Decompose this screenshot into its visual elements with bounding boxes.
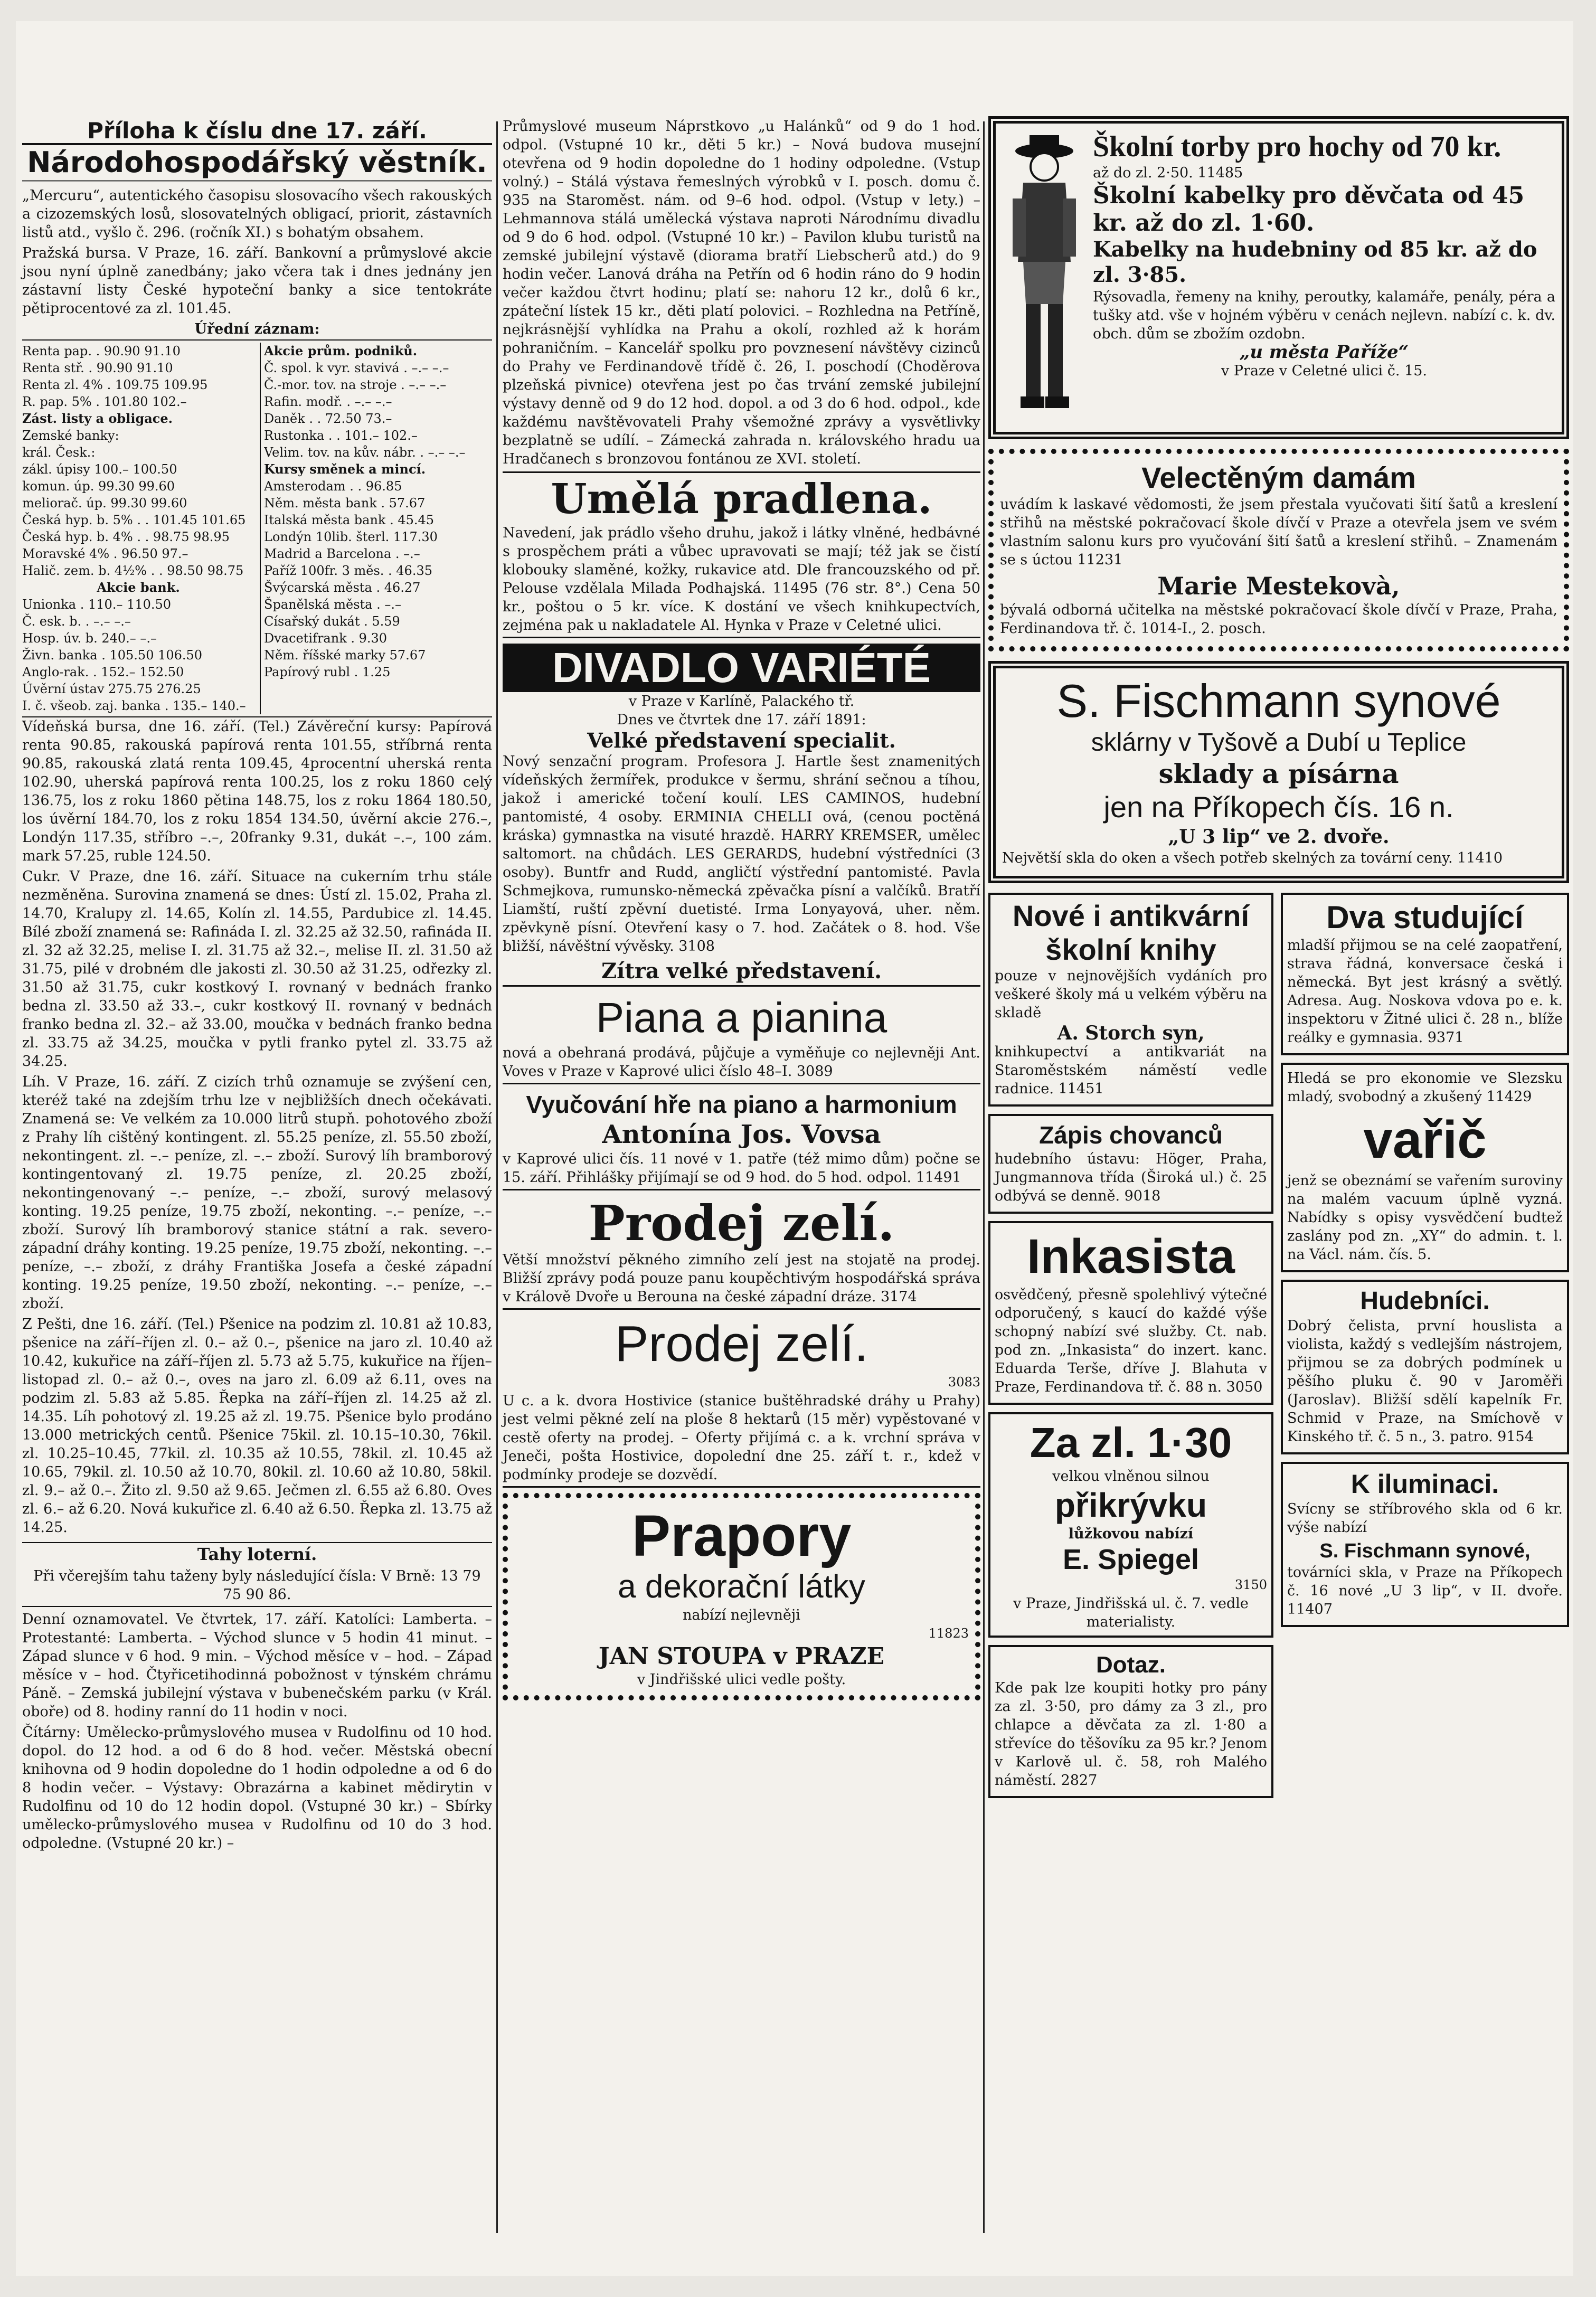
rate-row: Daněk . . 72.50 73.– xyxy=(264,411,392,426)
ad-blanket-title: Za zl. 1·30 xyxy=(1030,1419,1232,1466)
article-prague-bourse: Pražská bursa. V Praze, 16. září. Bankovní a průmyslové akcie jsou nyní úplně zanedbány; jako včera tak i dnes jednány jen zástavní listy České hypoteční banky a sice tentokráte pětiprocentové za zl. 101.45. xyxy=(22,245,492,317)
ad-dressmaking-title: Velectěným damám xyxy=(1141,461,1416,494)
ads-grid-left xyxy=(988,893,1273,1806)
ad-glassworks-title: S. Fischmann synové xyxy=(1056,675,1501,727)
lottery-title: Tahy loterní. xyxy=(22,1542,492,1564)
ad-glassworks-sub: sklárny v Tyšově a Dubí u Teplice xyxy=(1091,729,1467,757)
ad-laundry-title: Umělá pradlena. xyxy=(551,475,932,523)
ad-piano-lessons xyxy=(503,1090,980,1190)
ad-illumination-name: S. Fischmann synové, xyxy=(1319,1540,1531,1562)
ad-variete-sub: Velké představení specialit. xyxy=(587,729,896,752)
rate-row: Česká hyp. b. 5% . . 101.45 101.65 xyxy=(22,513,246,527)
rate-row: Č. esk. b. . –.– –.– xyxy=(22,614,131,629)
ad-cabbage-1-text: Větší množství pěkného zimního zelí jest na stojatě na prodej. Bližší zprávy podá pouze panu koupěchtivým hospodářská správa v Králově Dvoře u Berouna na české západní dráze. 3174 xyxy=(503,1252,980,1305)
ad-school-books-title: Nové i antikvární školní knihy xyxy=(1012,899,1250,966)
ad-blanket xyxy=(988,1412,1273,1638)
rate-row: Dvacetifrank . 9.30 xyxy=(264,631,388,646)
ad-illumination-text: Svícny se stříbrového skla od 6 kr. výše nabízí xyxy=(1287,1501,1563,1536)
ad-school-books-text: pouze v nejnovějších vydáních pro veškeré školy má u velkém výběru na skladě xyxy=(995,968,1267,1021)
ad-illumination-foot: továrníci skla, v Praze na Příkopech č. 16 nové „U 3 lip“, v II. dvoře. 11407 xyxy=(1287,1564,1563,1618)
ad-dressmaking-name: Marie Mestekovà, xyxy=(1157,572,1400,600)
rate-row: Italská města bank . 45.45 xyxy=(264,513,435,527)
ad-school-bags xyxy=(988,116,1569,439)
section-title: Národohospodářský věstník. xyxy=(22,145,492,182)
article-daily-notes: Denní oznamovatel. Ve čtvrtek, 17. září. Katolíci: Lamberta. – Protestanté: Lamberta. – Východ slunce v 5 hodin 41 minut. – Západ slunce v 6 hod. 9 min. – Východ měsíce v – hod. – Západ měsíce v – hod. Čtyřicetihodinná pobožnost v týnském chrámu Páně. – Zemská jubilejní výstava v bubenečském parku (v Král. oboře) od 8. hodiny ranní do 11 hodin v noci. xyxy=(22,1606,492,1721)
ad-pupils-enrollment-text: hudebního ústavu: Höger, Praha, Jungmannova třída (Široká ul.) č. 25 odbývá se denně. 9018 xyxy=(995,1151,1267,1204)
ad-school-bags-line: Kabelky na hudebniny od 85 kr. až do zl. 3·85. xyxy=(1093,237,1537,287)
ad-cabbage-2-num: 3083 xyxy=(948,1375,980,1389)
ad-glassworks xyxy=(988,661,1569,883)
ad-dressmaking-foot: bývalá odborná učitelka na městské pokračovací škole dívčí v Praze, Praha, Ferdinandova tř. č. 1014-I., 2. posch. xyxy=(1000,602,1557,637)
ad-two-students xyxy=(1281,893,1569,1055)
rate-row: Č.-mor. tov. na stroje . –.– –.– xyxy=(264,377,447,392)
ad-blanket-sub2: lůžkovou nabízí xyxy=(1068,1526,1194,1542)
article-mercur: „Mercuru“, autentického časopisu slosovacího všech rakouských a cizozemských losů, slosovatelných obligací, priorit, zástavních listů atd., vyšlo č. 296. (ročník XI.) s bohatým obsahem. xyxy=(22,187,492,241)
rates-table xyxy=(22,339,492,717)
rate-row: Velim. tov. na kův. nábr. . –.– –.– xyxy=(264,445,466,460)
ad-variete-text: Nový senzační program. Profesora J. Hartle šest znamenitých vídeňských žermířek, produkce v šermu, shrání sečnou a tíhou, jakož i americké točení koulí. LES CAMINOS, hudební pantomisté, 4 osoby. ERMINIA CHELLI ová, (cenou poctěná kráska) gymnastka na visuté hrazdě. HARRY KREMSER, umělec saltomort. na chůdách. LES GERARDS, hudební výstředníci (3 osoby). Buntfr and Rudd, angličtí výstřední pantomisté. Pavla Schmejkova, rumunsko-německá zpěvačka písní a valčíků. Bratří Liamští, ruští zpěvní duetisté. Irma Lonyayová, uher. něm. zpěvkyně písní. Otevření kasy o 7. hod. Začátek o 8. hod. Vše bližší, návěštní vývěsky. 3108 xyxy=(503,753,980,954)
rate-row: Živn. banka . 105.50 106.50 xyxy=(22,648,203,663)
ad-glassworks-text: Největší skla do oken a všech potřeb skelných za tovární ceny. 11410 xyxy=(1002,850,1503,866)
ad-pianos-title: Piana a pianina xyxy=(596,994,887,1041)
rate-row: Zemské banky: xyxy=(22,428,119,443)
ad-pupils-enrollment-title: Zápis chovanců xyxy=(1039,1121,1223,1149)
rate-row: Renta stř. . 90.90 91.10 xyxy=(22,361,173,375)
rate-row: Česká hyp. b. 4% . . 98.75 98.95 xyxy=(22,530,230,544)
ad-cabbage-1 xyxy=(503,1196,980,1310)
column-rule xyxy=(496,121,498,2233)
newspaper-page xyxy=(16,21,1573,2276)
ad-cabbage-1-title: Prodej zelí. xyxy=(588,1195,895,1252)
ad-variete-tomorrow: Zítra velké představení. xyxy=(601,959,882,984)
ad-school-bags-line: v Praze v Celetné ulici č. 15. xyxy=(1221,363,1427,379)
ad-dressmaking-text: uvádím k laskavé vědomosti, že jsem přestala vyučovati šití šatů a kreslení střihů na městské pokračovací škole dívčí v Praze a otevřela jsem ve svém vlastním salonu kurs pro vyučování šití šatů a kreslení střihů. – Znamenám se s úctou 11231 xyxy=(1000,496,1557,568)
ad-glassworks-sub2: sklady a písárna xyxy=(1158,758,1399,789)
rate-row: Unionka . 110.– 110.50 xyxy=(22,597,172,612)
ad-glassworks-sub4: „U 3 lip“ ve 2. dvoře. xyxy=(1168,826,1390,848)
ad-blanket-text: velkou vlněnou silnou xyxy=(1052,1468,1210,1485)
rate-row: meliorač. úp. 99.30 99.60 xyxy=(22,496,187,511)
ad-school-bags-line: až do zl. 2·50. 11485 xyxy=(1093,165,1243,181)
ad-musicians-title: Hudebníci. xyxy=(1360,1287,1490,1315)
rate-row: Hosp. úv. b. 240.– –.– xyxy=(22,631,157,646)
ad-school-books-foot: knihkupectví a antikvariát na Staroměstském náměstí vedle radnice. 11451 xyxy=(995,1044,1267,1097)
article-vienna-bourse: Vídeňská bursa, dne 16. září. (Tel.) Závěreční kursy: Papírová renta 90.85, rakouská papírová renta 101.55, stříbrná renta 90.85, rakouská zlatá renta 109.45, 4procentní uherská renta 102.90, uherská papírová renta 100.25, los z roku 1860 celý 136.75, los z roku 1860 pětina 148.75, los z roku 1864 180.50, los úvěrní 184.70, los z roku 1854 134.50, úvěrní akcie 276.–, Londýn 117.35, stříbro –.–, 20franky 9.31, dukát –.–, 100 zám. mark 57.25, ruble 124.50. xyxy=(22,719,492,864)
ad-variete-title: DIVADLO VARIÉTÉ xyxy=(503,644,980,692)
rate-row: komun. úp. 99.30 99.60 xyxy=(22,479,175,494)
ad-cashier-title: Inkasista xyxy=(1027,1230,1235,1283)
ad-variete-place: v Praze v Karlíně, Palackého tř. xyxy=(628,693,855,710)
article-spirits: Líh. V Praze, 16. září. Z cizích trhů oznamuje se zvýšení cen, kteréž také na zdejším trhu lze v nejbližších dnech očekávati. Znamená se: Ve velkém za 10.000 litrů stupň. pohotového zboží z Prahy líh cištěný kontingent. zl. 55.25 peníze, zl. 55.50 zboží, nekontingent. zl. –.– peníze, zl. –.– zboží. Surový líh bramborový kontingentovaný zl. 19.75 peníze, zl. 20.25 zboží, nekontingenovaný –.– peníze, –.– zboží, surový melasový konting. 19.25 peníze, 19.75 zboží, nekonting. –.– peníze, –.– zboží. Surový líh bramborový stanice státní a rak. severo-západní dráhy konting. 19.25 peníze, 19.75 zboží, nekonting. –.– peníze, –.– zboží, z dráhy Františka Josefa a české západní konting. 19.25 peníze, 19.50 zboží, nekonting. –.– peníze, –.– zboží. xyxy=(22,1074,492,1312)
ad-cook-title: vařič xyxy=(1363,1110,1487,1169)
ad-inquiry-title: Dotaz. xyxy=(1096,1652,1166,1678)
ad-pianos-text: nová a obehraná prodává, půjčuje a vyměňuje co nejlevněji Ant. Voves v Praze v Kaprové ulici číslo 48–I. 3089 xyxy=(503,1045,980,1080)
ad-school-bags-line: Školní torby pro hochy od 70 kr. xyxy=(1093,130,1501,163)
rate-row: Zást. listy a obligace. xyxy=(22,411,173,426)
ad-cook-text: Hledá se pro ekonomie ve Slezsku mladý, svobodný a zkušený 11429 xyxy=(1287,1070,1563,1105)
ad-variete xyxy=(503,644,980,987)
supplement-heading: Příloha k číslu dne 17. září. xyxy=(22,121,492,145)
ad-pupils-enrollment xyxy=(988,1114,1273,1214)
ad-dressmaking xyxy=(988,449,1569,651)
rate-row: Něm. města bank . 57.67 xyxy=(264,496,426,511)
rate-row: zákl. úpisy 100.– 100.50 xyxy=(22,462,177,477)
ad-variete-date: Dnes ve čtvrtek dne 17. září 1891: xyxy=(617,712,866,728)
rate-row: Rustonka . . 101.– 102.– xyxy=(264,428,418,443)
column-economic-news xyxy=(22,118,492,1855)
ad-glassworks-sub3: jen na Příkopech čís. 16 n. xyxy=(1103,790,1454,824)
rate-row: Španělská města . –.– xyxy=(264,597,401,612)
rates-title: Úřední záznam: xyxy=(194,321,320,337)
column-ads-middle xyxy=(503,117,980,1710)
ad-cabbage-2-title: Prodej zelí. xyxy=(615,1316,868,1372)
article-reading-rooms: Čítárny: Umělecko-průmyslového musea v Rudolfinu od 10 hod. dopol. do 12 hod. a od 6 do 8 hod. večer. Městská obecní knihovna od 9 hodin dopoledne do 1 hodin odpoledne a od 6 do 8 hodin večer. – Výstavy: Obrazárna a kabinet mědirytin v Rudolfinu od 10 do 12 hodin dopol. (Vstupné 30 kr.) – Sbírky umělecko-průmyslového musea v Rudolfinu od 10 do 3 hod. odpoledne. (Vstupné 20 kr.) – xyxy=(22,1724,492,1851)
ad-school-bags-line: Školní kabelky pro děvčata od 45 kr. až do zl. 1·60. xyxy=(1093,182,1525,237)
ad-school-bags-line: Rýsovadla, řemeny na knihy, peroutky, kalamáře, penály, péra a tušky atd. vše v hojném výběru v cenách nejlevn. nabízí c. k. dv. obch. dům se zbožím ozdobn. xyxy=(1093,289,1555,342)
ad-flags-offer: nabízí nejlevněji xyxy=(683,1607,800,1623)
ad-cabbage-2-text: U c. a k. dvora Hostivice (stanice buštěhradské dráhy u Prahy) jest velmi pěkné zelí na ploše 8 hektarů (15 měr) vypěstované v cestě oferty na prodej. – Oferty přijímá c. a k. vrchní správa v Jeneči, pošta Hostivice, dopolední dne 25. září t. r., kdež v podmínky prodeje se dozvědí. xyxy=(503,1393,980,1483)
rate-row: Moravské 4% . 96.50 97.– xyxy=(22,546,188,561)
rate-row: Rafin. modř. . –.– –.– xyxy=(264,394,392,409)
rate-row: Anglo-rak. . 152.– 152.50 xyxy=(22,665,184,679)
ad-cook-foot: jenž se obeznámí se vařením suroviny na malém vacuum úplně vyzná. Nabídky s opisy vysvědčení budtež zaslány pod zn. „XY“ do admin. t. l. na Václ. nám. čís. 5. xyxy=(1287,1173,1563,1263)
rate-row: Císařský dukát . 5.59 xyxy=(264,614,400,629)
ad-blanket-num: 3150 xyxy=(1234,1577,1267,1592)
rate-row: Kursy směnek a mincí. xyxy=(264,461,426,477)
ad-blanket-sub: přikrývku xyxy=(1054,1486,1207,1524)
rate-row: Renta zl. 4% . 109.75 109.95 xyxy=(22,377,208,392)
ad-blanket-name: E. Spiegel xyxy=(1062,1544,1200,1575)
ad-piano-lessons-name: Antonína Jos. Vovsa xyxy=(602,1120,881,1149)
rate-row: Švýcarská města . 46.27 xyxy=(264,580,421,595)
column-ads-right xyxy=(988,116,1569,1806)
ad-flags-num: 11823 xyxy=(928,1626,969,1641)
ad-two-students-title: Dva studující xyxy=(1326,900,1524,935)
ad-cashier-text: osvědčený, přesně spolehlivý výtečné odporučený, s kaucí do každé výše schopný nabízí své služby. Ct. nab. pod zn. „Inkasista“ do inzert. kanc. Eduarda Terše, dříve J. Blahuta v Praze, Ferdinandova tř. č. 88 n. 3050 xyxy=(995,1287,1267,1395)
ad-laundry-text: Navedení, jak prádlo všeho druhu, jakož i látky vlněné, hedbávné s prospěchem práti a vůbec upravovati se mají; též jak se čistí klobouky slaměné, kožky, rukavice atd. Dle francouzského od př. Pelouse vzdělala Milada Podhajská. 11495 (76 str. 8°.) Cena 50 kr., poštou o 5 kr. více. K dostání ve všech knihkupectvích, zejména pak u nakladatele Al. Hynka v Praze v Celetné ulici. xyxy=(503,525,980,634)
rate-row: Londýn 10lib. šterl. 117.30 xyxy=(264,530,438,544)
ad-flags-title: Prapory xyxy=(631,1504,852,1568)
rates-left-column xyxy=(22,343,254,714)
column-rule xyxy=(983,121,985,2233)
ad-flags-addr: v Jindřišské ulici vedle pošty. xyxy=(637,1671,846,1688)
ad-musicians xyxy=(1281,1280,1569,1454)
boy-figure-illustration xyxy=(1002,130,1087,426)
ads-grid xyxy=(988,893,1569,1806)
ad-school-bags-line: „u města Paříže“ xyxy=(1239,342,1409,363)
ads-grid-right xyxy=(1281,893,1569,1806)
ad-flags-firm: JAN STOUPA v PRAZE xyxy=(598,1643,885,1670)
rate-row: Madrid a Barcelona . –.– xyxy=(264,546,420,561)
ad-school-books-name: A. Storch syn, xyxy=(1057,1022,1205,1044)
article-sugar: Cukr. V Praze, dne 16. září. Situace na cukerním trhu stále nezměněna. Surovina znamená se dnes: Ústí zl. 15.02, Praha zl. 14.70, Kralupy zl. 14.65, Kolín zl. 14.55, Pardubice zl. 14.45. Bílé zboží znamená se: Rafináda I. zl. 32.25 až 32.50, rafináda II. zl. 32 až 32.25, melise I. zl. 31.75 až 32.–, melise II. zl. 31.50 až 31.75, pilé v drobném dle jakosti zl. 30.50 až 31.25, odřezky zl. 31.50 až 31.75, cukr kostkový I. rovnaný v bednách franko bedna zl. 33.50 až 33.–, cukr kostkový II. rovnaný v bednách franko bedna zl. 32.– až 33.00, moučka v bednách franko bedna zl. 33.75 až 34.25, moučka v pytli franko pytel zl. 33.75 až 34.25. xyxy=(22,868,492,1070)
ad-cook xyxy=(1281,1063,1569,1272)
ad-cashier xyxy=(988,1221,1273,1405)
rate-row: Renta pap. . 90.90 91.10 xyxy=(22,344,181,358)
ad-cabbage-2 xyxy=(503,1315,980,1488)
ad-illumination xyxy=(1281,1462,1569,1627)
ad-flags-sub: a dekorační látky xyxy=(618,1568,865,1605)
ad-piano-lessons-title: Vyučování hře na piano a harmonium xyxy=(526,1091,957,1118)
rate-row: Něm. říšské marky 57.67 xyxy=(264,648,426,663)
rate-row: Úvěrní ústav 275.75 276.25 xyxy=(22,682,201,696)
article-pest: Z Pešti, dne 16. září. (Tel.) Pšenice na podzim zl. 10.81 až 10.83, pšenice na září–říjen zl. 0.– až 0.–, pšenice na jaro zl. 10.40 až 10.42, kukuřice na září–říjen zl. 5.73 až 5.75, kukuřice na říjen–listopad zl. 0.– až 0.–, oves na jaro zl. 6.09 až 6.11, oves na podzim zl. 5.83 až 5.85. Řepka na září–říjen zl. 14.25 až zl. 14.35. Líh pohotový zl. 19.25 až zl. 19.75. Pšenice bylo prodáno 13.000 metrických centů. Pšenice 75kil. zl. 10.15–10.30, 76kil. zl. 10.25–10.45, 77kil. zl. 10.35 až 10.55, 78kil. zl. 10.45 až 10.65, 79kil. zl. 10.50 až 10.70, 80kil. zl. 10.60 až 10.80, 58kil. zl. 9.– až 0.–. Žito zl. 9.50 až 9.65. Ječmen zl. 6.55 až 6.80. Oves zl. 6.– až 6.20. Nová kukuřice zl. 6.40 až 6.50. Řepka zl. 13.75 až 14.25. xyxy=(22,1316,492,1536)
rate-row: Papírový rubl . 1.25 xyxy=(264,665,391,679)
ad-laundry xyxy=(503,475,980,638)
ad-musicians-text: Dobrý čelista, první houslista a violista, každý s vedlejším nástrojem, přijmou se za dobrých podmínek u pěšího pluku č. 90 v Jaroměři (Jaroslav). Bližší sdělí kapelník Fr. Schmid v Praze, na Smíchově v Kinského tř. č. 5 n., 3. patro. 9154 xyxy=(1287,1318,1563,1445)
ad-pianos xyxy=(503,992,980,1084)
ad-two-students-text: mladší přijmou se na celé zaopatření, strava řádná, konversace česká i německá. Byt jest krásný a světlý. Adresa. Aug. Noskova vdova po e. k. inspektoru v Žitné ulici č. 28 n., blíže reálky e gymnasia. 9371 xyxy=(1287,937,1563,1046)
lottery-text: Při včerejším tahu taženy byly následující čísla: V Brně: 13 79 75 90 86. xyxy=(33,1568,481,1603)
rate-row: Amsterodam . . 96.85 xyxy=(264,479,402,494)
rate-row: Akcie bank. xyxy=(97,580,180,595)
ad-inquiry-text: Kde pak lze koupiti hotky pro pány za zl. 3·50, pro dámy za 3 zl., pro chlapce a děvčata za zl. 1·80 a střevíce do těšovíku za 95 kr.? Jenom v Karlově ul. č. 58, roh Malého náměstí. 2827 xyxy=(995,1680,1267,1789)
article-museums: Průmyslové museum Náprstkovo „u Halánků“ od 9 do 1 hod. odpol. (Vstupné 10 kr., děti 5 kr.) – Nová budova musejní otevřena od 9 hodin dopoledne do 1 hodiny odpoledne. (Vstup volný.) – Stálá výstava řemeslných výrobků v I. posch. domu č. 935 na Staroměst. nám. od 9–6 hod. odpol. (Vstup v lety.) – Lehmannova stálá umělecká výstava naproti Národnímu divadlu od 9 do 6 hod. odpol. (Vstupné 10 kr.) – Pavilon klubu turistů na zemské jubilejní výstavě (diorama bratří Liebscherů atd.) do 9 hodin večer. Lanová dráha na Petřín od 6 hodin ráno do 9 hodin večer každou čtvrt hodinu; platí se: nahoru 12 kr., dolů 6 kr., zpáteční lístek 15 kr., děti platí polovici. – Rozhledna na Petříně, nejkrásnější vyhlídka na Prahu a okolí, rozhled až k horám pohraničním. – Kancelář spolku pro povznesení návštěvy cizinců do Prahy ve Ferdinandově třídě č. 26, I. poschodí (Choděrova plzeňská pivnice) otevřena jest po čas trvání zemské jubilejní výstavy denně od 9 do 12 hod. dopol. a od 3 do 6 hod. odpol., kde každému navštěvovateli Prahy všemožné zprávy a vysvětlivky bezplatně se udílí. – Zámecká zahrada n. královského hradu ua Hradčanech s bronzovou fontánou ze XVI. století. xyxy=(503,117,980,473)
rate-row: R. pap. 5% . 101.80 102.– xyxy=(22,394,187,409)
rate-row: I. č. všeob. zaj. banka . 135.– 140.– xyxy=(22,698,246,713)
rate-row: Halič. zem. b. 4½% . . 98.50 98.75 xyxy=(22,563,244,578)
ad-flags xyxy=(503,1493,980,1700)
ad-blanket-foot: v Praze, Jindřišská ul. č. 7. vedle materialisty. xyxy=(1013,1595,1249,1630)
ad-illumination-title: K iluminaci. xyxy=(1351,1469,1499,1499)
rate-row: Akcie prům. podniků. xyxy=(264,343,418,358)
ad-piano-lessons-text: v Kaprové ulici čís. 11 nové v 1. patře (též mimo dům) počne se 15. září. Přihlášky přijímají se od 9 hod. do 5 hod. odpol. 11491 xyxy=(503,1151,980,1186)
rate-row: Paříž 100fr. 3 měs. . 46.35 xyxy=(264,563,432,578)
rates-right-column xyxy=(260,343,492,714)
rate-row: král. Česk.: xyxy=(22,445,96,460)
ad-school-books xyxy=(988,893,1273,1107)
ad-inquiry xyxy=(988,1645,1273,1798)
rate-row: Č. spol. k vyr. stavivá . –.– –.– xyxy=(264,361,449,375)
